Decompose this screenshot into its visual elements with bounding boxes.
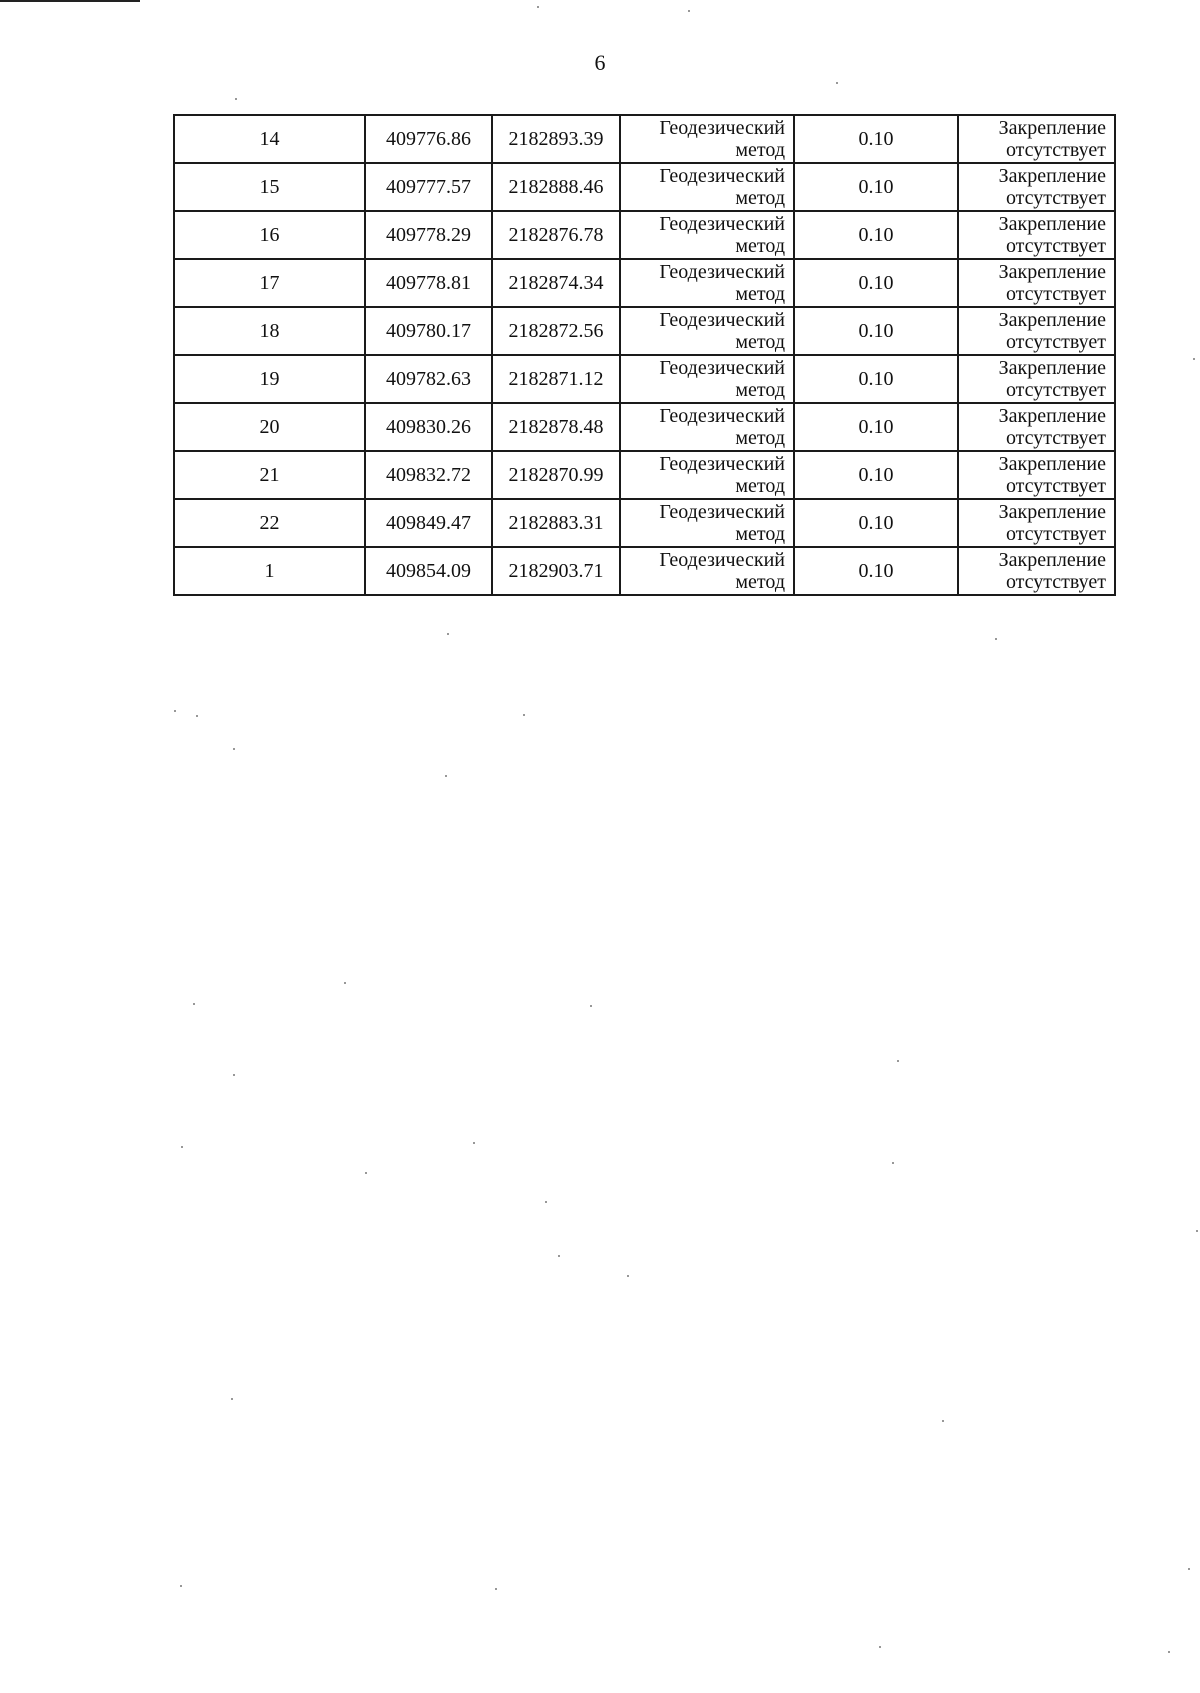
- method-text-line: метод: [735, 571, 785, 593]
- table-row: [174, 115, 1115, 163]
- method-text-line: Геодезический: [659, 549, 785, 571]
- method-cell: [620, 259, 794, 307]
- fixation-text-line: Закрепление: [998, 117, 1106, 139]
- scan-speck: [627, 1275, 629, 1277]
- point-number-cell: 22: [174, 499, 365, 547]
- scan-speck: [233, 1074, 235, 1076]
- x-coordinate-cell: 409832.72: [365, 451, 492, 499]
- method-text-line: метод: [735, 139, 785, 161]
- fixation-text-line: отсутствует: [1005, 283, 1106, 305]
- scan-speck: [1196, 1230, 1198, 1232]
- fixation-text-line: Закрепление: [998, 261, 1106, 283]
- scan-speck: [558, 1255, 560, 1257]
- fixation-cell: [958, 259, 1115, 307]
- fixation-text-line: Закрепление: [998, 405, 1106, 427]
- scan-speck: [447, 633, 449, 635]
- point-number-cell: 18: [174, 307, 365, 355]
- method-text-line: Геодезический: [659, 117, 785, 139]
- fixation-text-line: отсутствует: [1005, 475, 1106, 497]
- accuracy-cell: 0.10: [794, 547, 958, 595]
- coordinates-table-body: [174, 115, 1115, 595]
- x-coordinate-cell: 409778.29: [365, 211, 492, 259]
- accuracy-cell: 0.10: [794, 451, 958, 499]
- x-coordinate-cell: 409778.81: [365, 259, 492, 307]
- scan-speck: [344, 982, 346, 984]
- method-cell: [620, 499, 794, 547]
- x-coordinate-cell: 409777.57: [365, 163, 492, 211]
- table-row: [174, 307, 1115, 355]
- method-text-line: Геодезический: [659, 453, 785, 475]
- method-cell: [620, 547, 794, 595]
- y-coordinate-cell: 2182888.46: [492, 163, 620, 211]
- fixation-text-line: Закрепление: [998, 501, 1106, 523]
- point-number-cell: 16: [174, 211, 365, 259]
- fixation-text-line: Закрепление: [998, 213, 1106, 235]
- scan-speck: [180, 1585, 182, 1587]
- y-coordinate-cell: 2182872.56: [492, 307, 620, 355]
- scan-speck: [235, 98, 237, 100]
- scan-speck: [590, 1005, 592, 1007]
- table-row: [174, 451, 1115, 499]
- table-row: [174, 259, 1115, 307]
- fixation-text-line: отсутствует: [1005, 187, 1106, 209]
- method-cell: [620, 115, 794, 163]
- method-cell: [620, 403, 794, 451]
- scan-speck: [942, 1420, 944, 1422]
- table-row: [174, 499, 1115, 547]
- point-number-cell: 20: [174, 403, 365, 451]
- coordinates-table: [173, 114, 1116, 596]
- y-coordinate-cell: 2182870.99: [492, 451, 620, 499]
- accuracy-cell: 0.10: [794, 355, 958, 403]
- method-text-line: метод: [735, 523, 785, 545]
- scan-speck: [545, 1201, 547, 1203]
- fixation-cell: [958, 499, 1115, 547]
- scan-speck: [879, 1646, 881, 1648]
- method-text-line: Геодезический: [659, 261, 785, 283]
- fixation-text-line: Закрепление: [998, 453, 1106, 475]
- scan-speck: [193, 1003, 195, 1005]
- point-number-cell: 14: [174, 115, 365, 163]
- fixation-text-line: отсутствует: [1005, 235, 1106, 257]
- fixation-text-line: отсутствует: [1005, 571, 1106, 593]
- scan-edge-mark: [0, 0, 140, 2]
- fixation-cell: [958, 547, 1115, 595]
- method-text-line: метод: [735, 283, 785, 305]
- scan-speck: [196, 715, 198, 717]
- x-coordinate-cell: 409854.09: [365, 547, 492, 595]
- method-text-line: Геодезический: [659, 357, 785, 379]
- scan-speck: [1188, 1568, 1190, 1570]
- y-coordinate-cell: 2182874.34: [492, 259, 620, 307]
- point-number-cell: 19: [174, 355, 365, 403]
- y-coordinate-cell: 2182893.39: [492, 115, 620, 163]
- method-text-line: Геодезический: [659, 165, 785, 187]
- scan-speck: [231, 1398, 233, 1400]
- method-cell: [620, 211, 794, 259]
- fixation-text-line: Закрепление: [998, 165, 1106, 187]
- x-coordinate-cell: 409849.47: [365, 499, 492, 547]
- accuracy-cell: 0.10: [794, 259, 958, 307]
- y-coordinate-cell: 2182871.12: [492, 355, 620, 403]
- method-cell: [620, 163, 794, 211]
- fixation-cell: [958, 307, 1115, 355]
- fixation-text-line: отсутствует: [1005, 523, 1106, 545]
- scan-speck: [995, 638, 997, 640]
- x-coordinate-cell: 409776.86: [365, 115, 492, 163]
- fixation-text-line: Закрепление: [998, 357, 1106, 379]
- method-cell: [620, 355, 794, 403]
- method-cell: [620, 451, 794, 499]
- accuracy-cell: 0.10: [794, 403, 958, 451]
- y-coordinate-cell: 2182876.78: [492, 211, 620, 259]
- scan-speck: [897, 1060, 899, 1062]
- y-coordinate-cell: 2182878.48: [492, 403, 620, 451]
- fixation-text-line: отсутствует: [1005, 379, 1106, 401]
- table-row: [174, 355, 1115, 403]
- accuracy-cell: 0.10: [794, 307, 958, 355]
- scan-speck: [1193, 358, 1195, 360]
- page-number: 6: [594, 50, 606, 75]
- scan-speck: [495, 1588, 497, 1590]
- x-coordinate-cell: 409830.26: [365, 403, 492, 451]
- scan-speck: [181, 1146, 183, 1148]
- scan-speck: [445, 775, 447, 777]
- method-text-line: Геодезический: [659, 309, 785, 331]
- y-coordinate-cell: 2182883.31: [492, 499, 620, 547]
- method-text-line: метод: [735, 235, 785, 257]
- accuracy-cell: 0.10: [794, 115, 958, 163]
- scan-speck: [233, 748, 235, 750]
- fixation-text-line: отсутствует: [1005, 331, 1106, 353]
- method-text-line: метод: [735, 379, 785, 401]
- fixation-text-line: Закрепление: [998, 549, 1106, 571]
- table-row: [174, 403, 1115, 451]
- scan-speck: [688, 10, 690, 12]
- accuracy-cell: 0.10: [794, 499, 958, 547]
- fixation-cell: [958, 451, 1115, 499]
- point-number-cell: 21: [174, 451, 365, 499]
- scan-speck: [523, 714, 525, 716]
- method-text-line: Геодезический: [659, 405, 785, 427]
- method-cell: [620, 307, 794, 355]
- scan-speck: [174, 710, 176, 712]
- x-coordinate-cell: 409780.17: [365, 307, 492, 355]
- x-coordinate-cell: 409782.63: [365, 355, 492, 403]
- table-row: [174, 211, 1115, 259]
- fixation-text-line: Закрепление: [998, 309, 1106, 331]
- scan-speck: [892, 1162, 894, 1164]
- table-row: [174, 163, 1115, 211]
- method-text-line: Геодезический: [659, 501, 785, 523]
- method-text-line: метод: [735, 475, 785, 497]
- scan-speck: [537, 6, 539, 8]
- scan-speck: [836, 82, 838, 84]
- fixation-text-line: отсутствует: [1005, 139, 1106, 161]
- scan-speck: [1168, 1651, 1170, 1653]
- method-text-line: Геодезический: [659, 213, 785, 235]
- fixation-cell: [958, 355, 1115, 403]
- table-row: [174, 547, 1115, 595]
- point-number-cell: 17: [174, 259, 365, 307]
- method-text-line: метод: [735, 427, 785, 449]
- fixation-cell: [958, 163, 1115, 211]
- fixation-cell: [958, 115, 1115, 163]
- fixation-text-line: отсутствует: [1005, 427, 1106, 449]
- point-number-cell: 1: [174, 547, 365, 595]
- point-number-cell: 15: [174, 163, 365, 211]
- scan-speck: [473, 1142, 475, 1144]
- accuracy-cell: 0.10: [794, 163, 958, 211]
- method-text-line: метод: [735, 331, 785, 353]
- fixation-cell: [958, 403, 1115, 451]
- y-coordinate-cell: 2182903.71: [492, 547, 620, 595]
- scan-speck: [365, 1172, 367, 1174]
- fixation-cell: [958, 211, 1115, 259]
- method-text-line: метод: [735, 187, 785, 209]
- accuracy-cell: 0.10: [794, 211, 958, 259]
